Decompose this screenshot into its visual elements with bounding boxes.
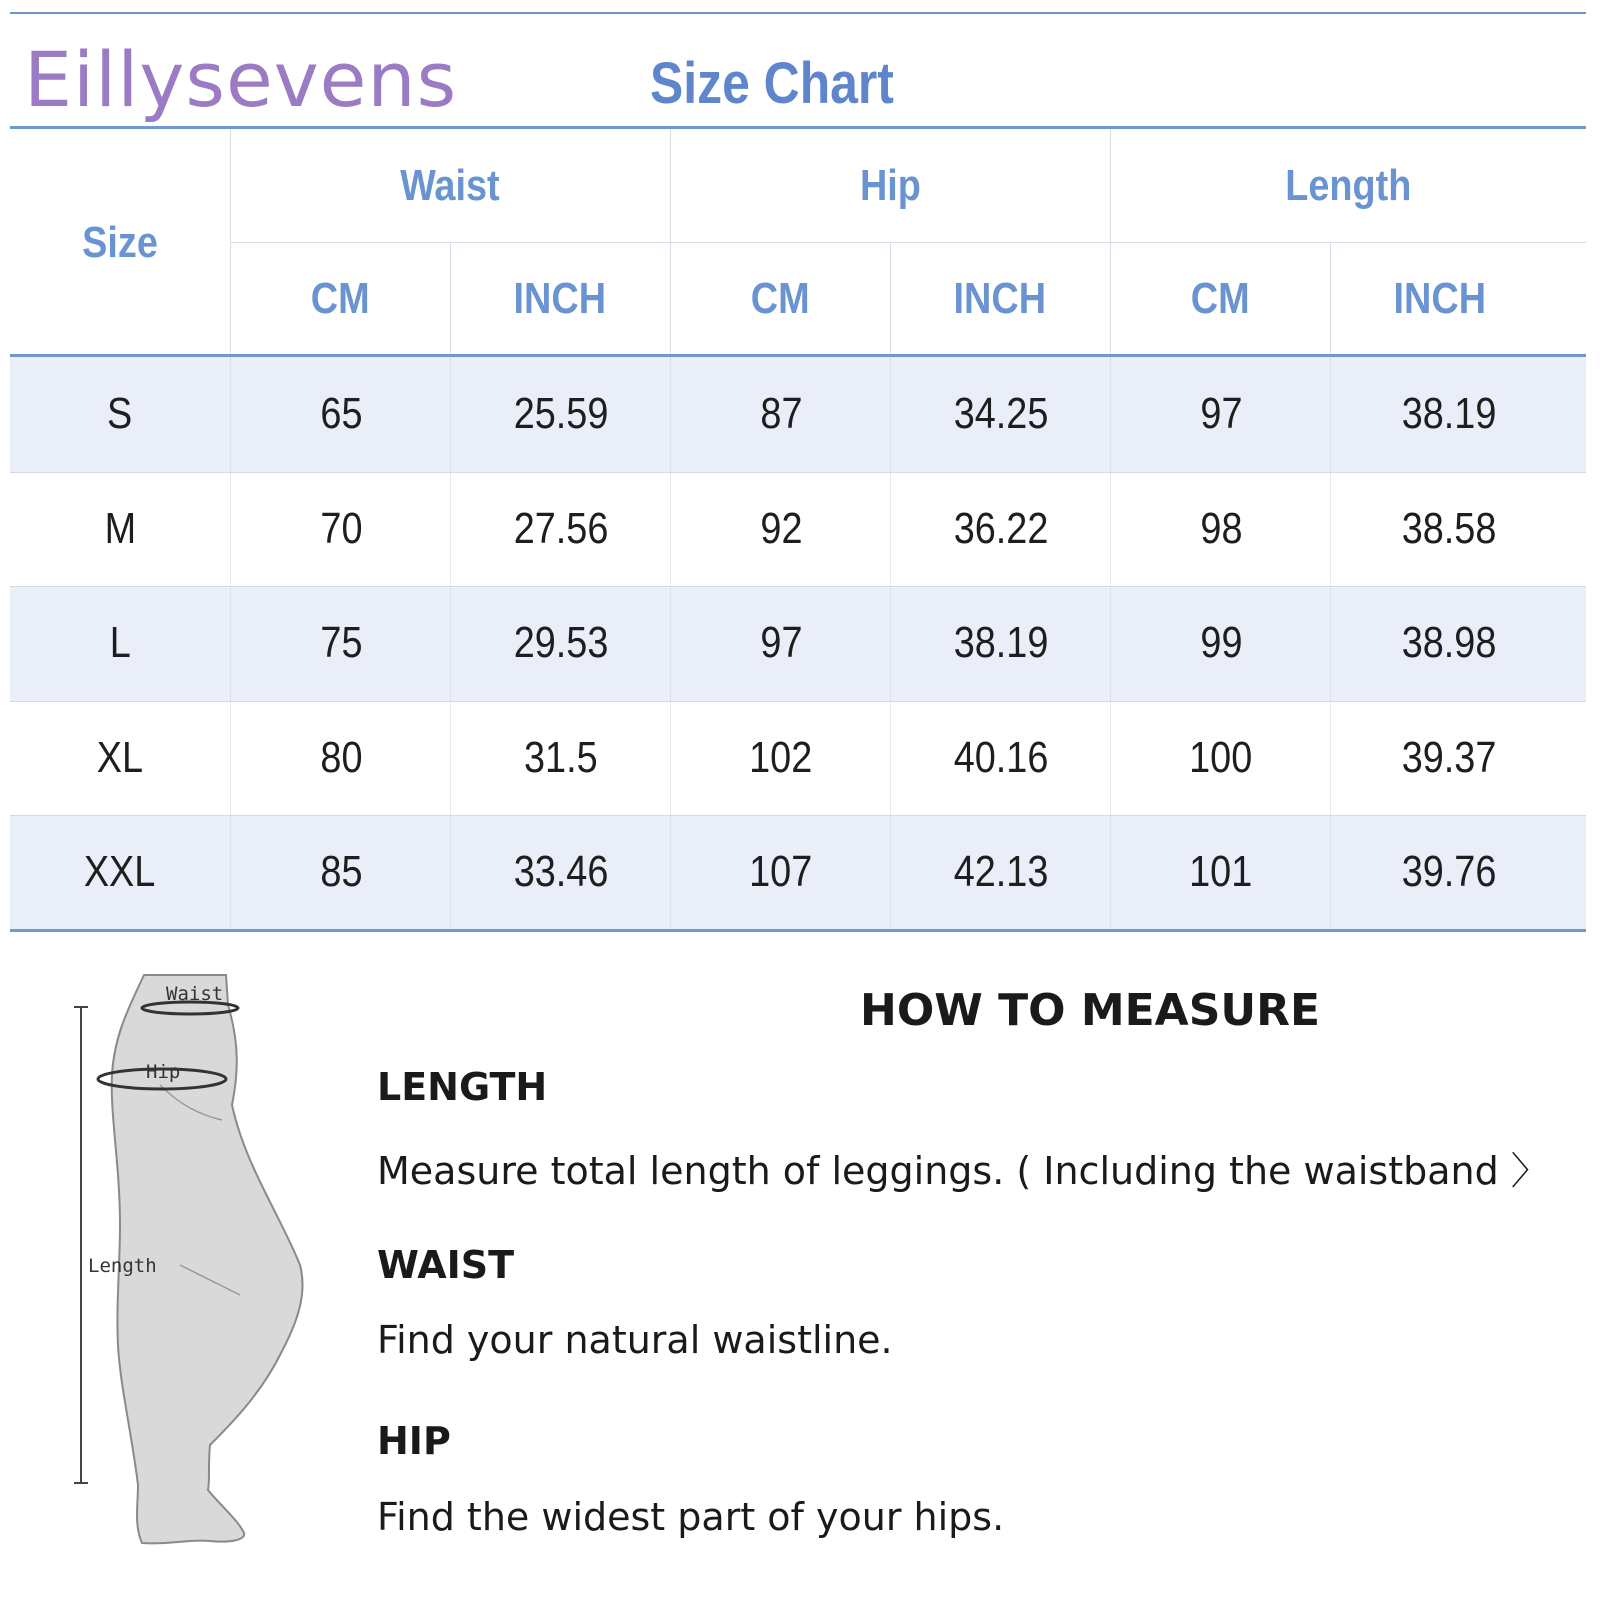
measurement-cell: 38.58 xyxy=(1330,472,1567,587)
measurement-cell: 40.16 xyxy=(890,701,1111,816)
hip-header: Hip xyxy=(859,160,921,210)
measurement-cell: 75 xyxy=(230,586,451,701)
measurement-cell: 101 xyxy=(1110,815,1331,930)
measurement-cell: 38.19 xyxy=(890,586,1111,701)
how-to-measure xyxy=(0,955,1600,1600)
measurement-cell: 42.13 xyxy=(890,815,1111,930)
size-label-cell: XXL xyxy=(84,847,156,897)
waist-header: Waist xyxy=(400,160,500,210)
unit-header: CM xyxy=(750,274,810,323)
hip-heading: HIP xyxy=(377,1419,451,1463)
measurement-cell: 70 xyxy=(230,472,451,587)
row-divider xyxy=(10,815,1586,816)
measurement-cell: 38.19 xyxy=(1330,357,1567,472)
hip-instruction: Find the widest part of your hips. xyxy=(377,1495,1005,1539)
unit-header: CM xyxy=(310,274,370,323)
measurement-cell: 92 xyxy=(670,472,891,587)
measurement-cell: 34.25 xyxy=(890,357,1111,472)
measurement-cell: 100 xyxy=(1110,701,1331,816)
unit-header: INCH xyxy=(953,274,1047,323)
length-instruction: Measure total length of leggings. ( Including the waistband 〉 xyxy=(377,1149,1549,1193)
table-bottom-rule xyxy=(10,929,1586,932)
measurement-cell: 31.5 xyxy=(450,701,671,816)
waist-heading: WAIST xyxy=(377,1243,515,1287)
measurement-cell: 36.22 xyxy=(890,472,1111,587)
table-row xyxy=(10,586,1586,701)
length-header: Length xyxy=(1284,160,1412,210)
measurement-cell: 85 xyxy=(230,815,451,930)
figure-length-label: Length xyxy=(88,1255,157,1277)
measurement-cell: 29.53 xyxy=(450,586,671,701)
brand-logo: Eillysevens xyxy=(24,35,458,124)
size-header: Size xyxy=(82,217,158,267)
table-row xyxy=(10,815,1586,930)
measurement-cell: 99 xyxy=(1110,586,1331,701)
table-row xyxy=(10,701,1586,816)
unit-header: CM xyxy=(1190,274,1250,323)
how-to-measure-title: HOW TO MEASURE xyxy=(860,985,1321,1036)
table-row xyxy=(10,472,1586,587)
measurement-cell: 107 xyxy=(670,815,891,930)
leggings-figure xyxy=(60,965,320,1585)
table-row xyxy=(10,357,1586,472)
measurement-cell: 39.76 xyxy=(1330,815,1567,930)
size-label-cell: XL xyxy=(96,732,144,782)
size-label-cell: L xyxy=(109,618,131,668)
chart-title: Size Chart xyxy=(650,51,894,116)
size-label-cell: M xyxy=(104,503,136,553)
measurement-cell: 33.46 xyxy=(450,815,671,930)
waist-instruction: Find your natural waistline. xyxy=(377,1318,893,1362)
figure-hip-label: Hip xyxy=(146,1061,181,1083)
size-label-cell: S xyxy=(107,389,133,439)
measurement-cell: 98 xyxy=(1110,472,1331,587)
measurement-cell: 87 xyxy=(670,357,891,472)
measurement-cell: 102 xyxy=(670,701,891,816)
measurement-cell: 65 xyxy=(230,357,451,472)
measurement-cell: 97 xyxy=(670,586,891,701)
length-heading: LENGTH xyxy=(377,1065,548,1109)
measurement-cell: 80 xyxy=(230,701,451,816)
measurement-cell: 27.56 xyxy=(450,472,671,587)
size-chart xyxy=(10,12,1586,949)
measurement-cell: 38.98 xyxy=(1330,586,1567,701)
row-divider xyxy=(10,701,1586,702)
row-divider xyxy=(10,472,1586,473)
figure-waist-label: Waist xyxy=(166,983,224,1005)
measurement-cell: 25.59 xyxy=(450,357,671,472)
unit-header: INCH xyxy=(513,274,607,323)
measurement-cell: 39.37 xyxy=(1330,701,1567,816)
measurement-cell: 97 xyxy=(1110,357,1331,472)
row-divider xyxy=(10,586,1586,587)
unit-header: INCH xyxy=(1393,274,1487,323)
